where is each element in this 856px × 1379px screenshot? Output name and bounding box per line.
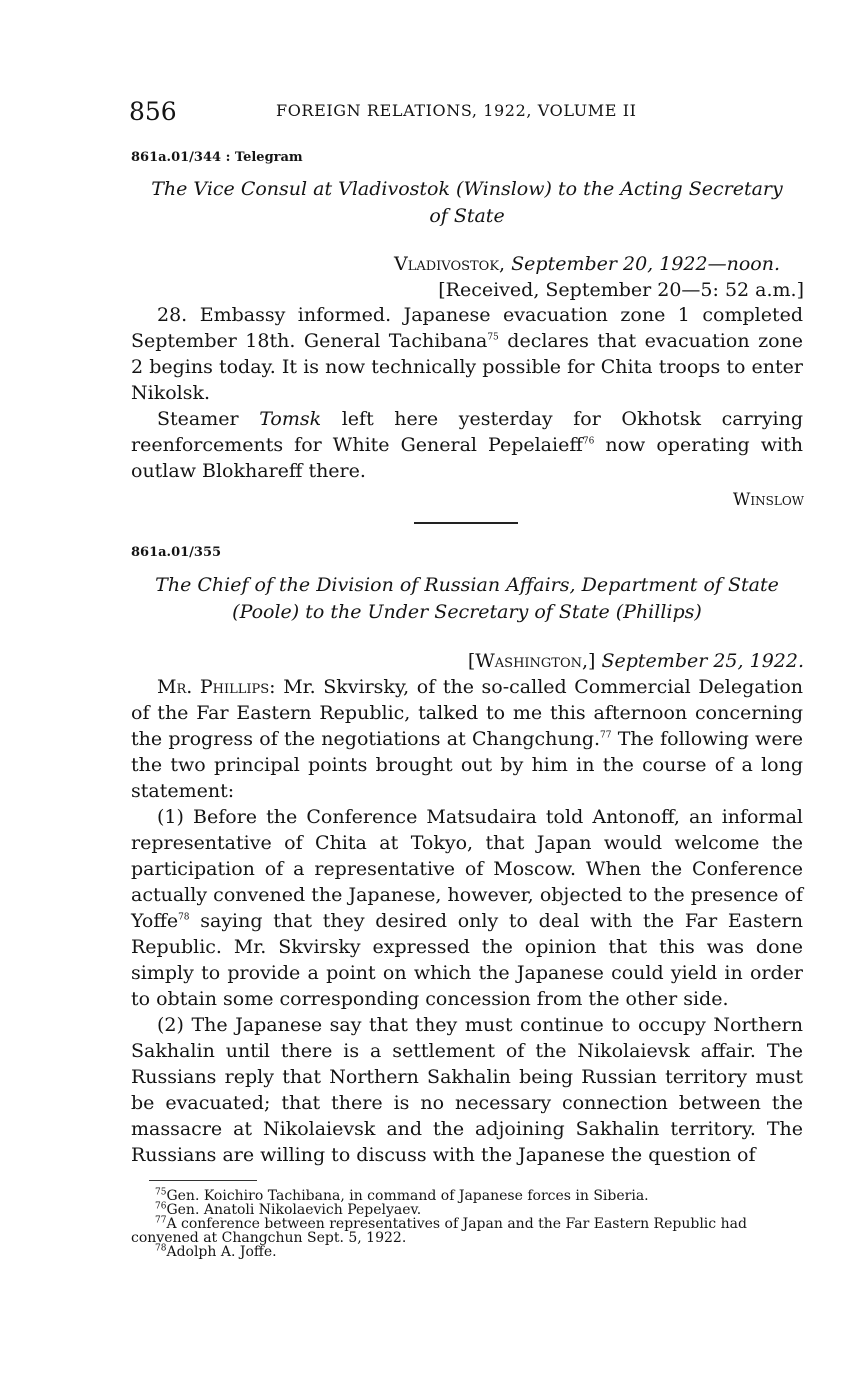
heading-line: The Chief of the Division of Russian Affairs, Department of State <box>155 574 779 596</box>
paragraph: (1) Before the Conference Matsudaira told Antonoff, an informal representative of Chita at Tokyo, that Japan would welcome the participation of a representative of Moscow. When the Conference actually convened the Japanese, however, objected to the presence of Yoffe$^{78}$ saying that they desired only to deal with the Far Eastern Republic. Mr. Skvirsky expressed the opinion that this was done simply to provide a point on which the Japanese could yield in order to obtain some corresponding concession from the other side. <box>131 806 803 1010</box>
footnote: $^{76}$Gen. Anatoli Nikolaevich Pepelyaev. <box>155 1201 422 1218</box>
heading-line: (Poole) to the Under Secretary of State (Phillips) <box>232 601 702 623</box>
footnotes <box>131 1189 803 1259</box>
section-divider <box>414 522 518 524</box>
place: [Washington,] <box>467 650 596 672</box>
dateline <box>394 251 780 278</box>
place: Vladivostok, <box>393 253 506 275</box>
paragraph: Mr. Phillips: Mr. Skvirsky, of the so-called Commercial Delegation of the Far Eastern Republic, talked to me this afternoon concerning the progress of the negotiations at Changchung.$^{77}$ The following were the two principal points brought out by him in the course of a long statement: <box>131 676 803 802</box>
paragraph: (2) The Japanese say that they must continue to occupy Northern Sakhalin until there is a settlement of the Nikolaievsk affair. The Russians reply that Northern Sakhalin being Russian territory must be evacuated; that there is no necessary connection between the massacre at Nikolaievsk and the adjoining Sakhalin territory. The Russians are willing to discuss with the Japanese the question of <box>131 1014 803 1166</box>
footnote-ref: 78 <box>178 912 190 923</box>
received-note: [Received, September 20—5: 52 a.m.] <box>438 279 804 301</box>
running-title: FOREIGN RELATIONS, 1922, VOLUME II <box>276 101 637 120</box>
ship-name: Tomsk <box>259 408 322 430</box>
paragraph: Steamer Tomsk left here yesterday for Okhotsk carrying reenforcements for White General Pepelaieff$^{76}$ now operating with outlaw Blokhareff there. <box>131 408 803 482</box>
dateline <box>468 648 804 675</box>
footnote-ref: 76 <box>582 436 595 447</box>
file-number: 861a.01/344 : Telegram <box>131 150 303 165</box>
date: September 20, 1922—noon. <box>511 253 780 275</box>
document-heading <box>131 572 803 626</box>
paragraph: 28. Embassy informed. Japanese evacuation zone 1 completed September 18th. General Tachibana$^{75}$ declares that evacuation zone 2 begins today. It is now technically possible for Chita troops to enter Nikolsk. <box>131 304 803 404</box>
file-number: 861a.01/355 <box>131 545 222 560</box>
footnote: $^{75}$Gen. Koichiro Tachibana, in command of Japanese forces in Siberia. <box>155 1187 649 1204</box>
footnote: $^{78}$Adolph A. Joffe. <box>155 1243 277 1260</box>
footnote-ref: 75 <box>487 332 499 343</box>
footnote-ref: 77 <box>600 730 612 741</box>
signature: Winslow <box>732 490 804 510</box>
heading-line: of State <box>429 205 505 227</box>
page-number: 856 <box>129 97 177 126</box>
heading-line: The Vice Consul at Vladivostok (Winslow) to the Acting Secretary <box>151 178 783 200</box>
date: September 25, 1922. <box>601 650 804 672</box>
document-heading <box>131 176 803 230</box>
salutation: Mr. Phillips: <box>157 676 276 698</box>
document-body <box>131 674 803 1168</box>
footnote-divider <box>149 1180 257 1181</box>
footnote: $^{77}$A conference between representatives of Japan and the Far Eastern Republic had convened at Changchun Sept. 5, 1922. <box>131 1215 747 1246</box>
document-body <box>131 302 803 484</box>
